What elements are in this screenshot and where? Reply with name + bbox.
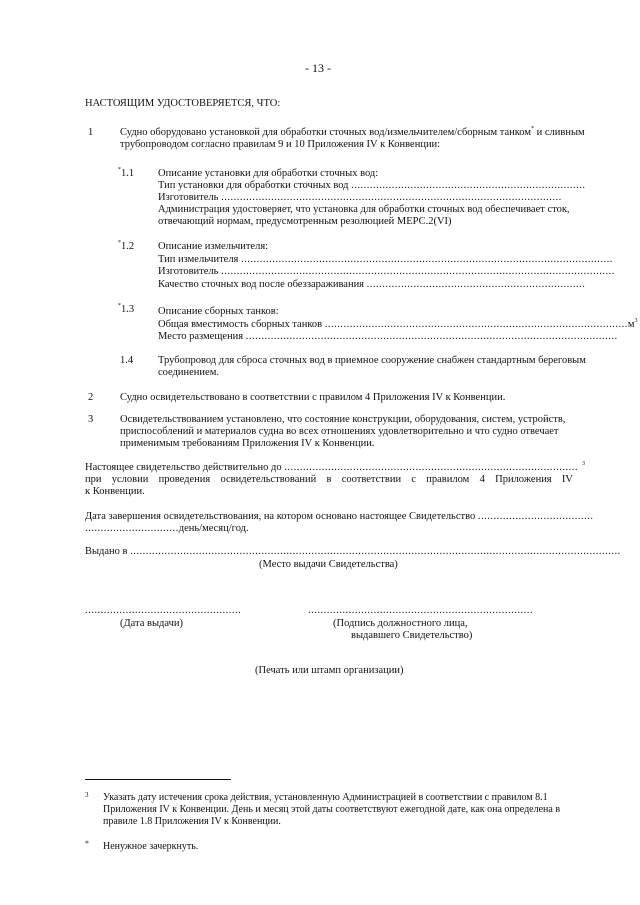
section-1-line-1: Судно оборудовано установкой для обработки сточных вод/измельчителем/сборным танком* и сливным	[120, 126, 585, 138]
validity-condition-line-2: к Конвенции.	[85, 486, 145, 497]
section-3-line-3: применимым требованиям Приложения IV к Конвенции.	[120, 438, 375, 449]
survey-completion-date-field: Дата завершения освидетельствования, на котором основано настоящее Свидетельство .....................................	[85, 511, 594, 522]
footnote-asterisk-text: Ненужное зачеркнуть.	[103, 841, 199, 852]
section-1-number: 1	[88, 127, 94, 138]
section-1-4-line-1: Трубопровод для сброса сточных вод в приемное сооружение снабжен стандартным береговым	[158, 355, 586, 366]
certificate-heading: НАСТОЯЩИМ УДОСТОВЕРЯЕТСЯ, ЧТО:	[85, 98, 281, 109]
signature-caption-1: (Подпись должностного лица,	[333, 618, 468, 629]
holding-tank-location-field: Место размещения .......................................................................................................................	[158, 331, 618, 342]
footnote-3-line-2: Приложения IV к Конвенции. День и месяц этой даты соответствуют ежегодной дате, как она определена в	[103, 804, 561, 815]
footnote-3-line-1: Указать дату истечения срока действия, установленную Администрацией в соответствии с правилом 8.1	[103, 792, 548, 803]
validity-condition-line: при условии проведения освидетельствований в соответствии с правилом 4 Приложения IV	[85, 474, 573, 485]
signature-caption-2: выдавшего Свидетельство)	[351, 630, 473, 641]
section-1-3-number: *1.3	[118, 303, 135, 315]
page-number: - 13 -	[305, 61, 331, 75]
section-1-4-number: 1.4	[120, 355, 134, 366]
section-1-1-number: *1.1	[118, 167, 135, 179]
date-of-issue-caption: (Дата выдачи)	[120, 618, 184, 629]
section-3-line-1: Освидетельствованием установлено, что состояние конструкции, оборудования, систем, устройств,	[120, 414, 566, 425]
sewage-plant-type-field: Тип установки для обработки сточных вод ...........................................................................	[158, 180, 586, 191]
admin-certification-line-2: отвечающий нормам, предусмотренным резолюцией МЕРС.2(VI)	[158, 216, 452, 227]
survey-completion-date-format: ..............................день/месяц/год.	[85, 523, 249, 534]
admin-certification-line-1: Администрация удостоверяет, что установка для обработки сточных вод обеспечивает сток,	[158, 204, 570, 215]
sewage-plant-manufacturer-field: Изготовитель .............................................................................................................	[158, 192, 562, 203]
seal-caption: (Печать или штамп организации)	[255, 665, 404, 676]
section-1-2-number: *1.2	[118, 240, 135, 252]
footnote-3-mark: 3	[85, 791, 89, 799]
disinfected-sewage-quality-field: Качество сточных вод после обеззараживания ......................................................................	[158, 279, 586, 290]
section-1-2-title: Описание измельчителя:	[158, 241, 269, 252]
footnote-asterisk-mark: *	[85, 839, 89, 848]
date-of-issue-line: ..................................................	[85, 605, 242, 616]
comminuter-type-field: Тип измельчителя .......................................................................................................................	[158, 254, 613, 265]
holding-tank-capacity-field: Общая вместимость сборных танков $.................................................................................................м^3$	[158, 318, 638, 330]
section-1-1-title: Описание установки для обработки сточных вод:	[158, 168, 379, 179]
validity-date-field: Настоящее свидетельство действительно до .............................................................................................. $^3$	[85, 461, 585, 473]
section-3-number: 3	[88, 414, 94, 425]
comminuter-manufacturer-field: Изготовитель ..............................................................................................................................	[158, 266, 615, 277]
section-1-4-line-2: соединением.	[158, 367, 219, 378]
section-1-3-title: Описание сборных танков:	[158, 306, 279, 317]
signature-line: ........................................................................	[308, 605, 533, 616]
section-1-line-2: трубопроводом согласно правилам 9 и 10 Приложения IV к Конвенции:	[120, 139, 441, 150]
footnote-mark: *	[531, 126, 534, 132]
section-2-number: 2	[88, 392, 94, 403]
footnote-separator	[85, 779, 231, 780]
section-2-text: Судно освидетельствовано в соответствии с правилом 4 Приложения IV к Конвенции.	[120, 392, 506, 403]
place-of-issue-caption: (Место выдачи Свидетельства)	[259, 559, 398, 570]
section-3-line-2: приспособлений и материалов судна во всех отношениях удовлетворительно и что судно отвечает	[120, 426, 559, 437]
place-of-issue-field: Выдано в .............................................................................................................................................................	[85, 546, 621, 557]
footnote-3-line-3: правиле 1.8 Приложения IV к Конвенции.	[103, 816, 281, 827]
